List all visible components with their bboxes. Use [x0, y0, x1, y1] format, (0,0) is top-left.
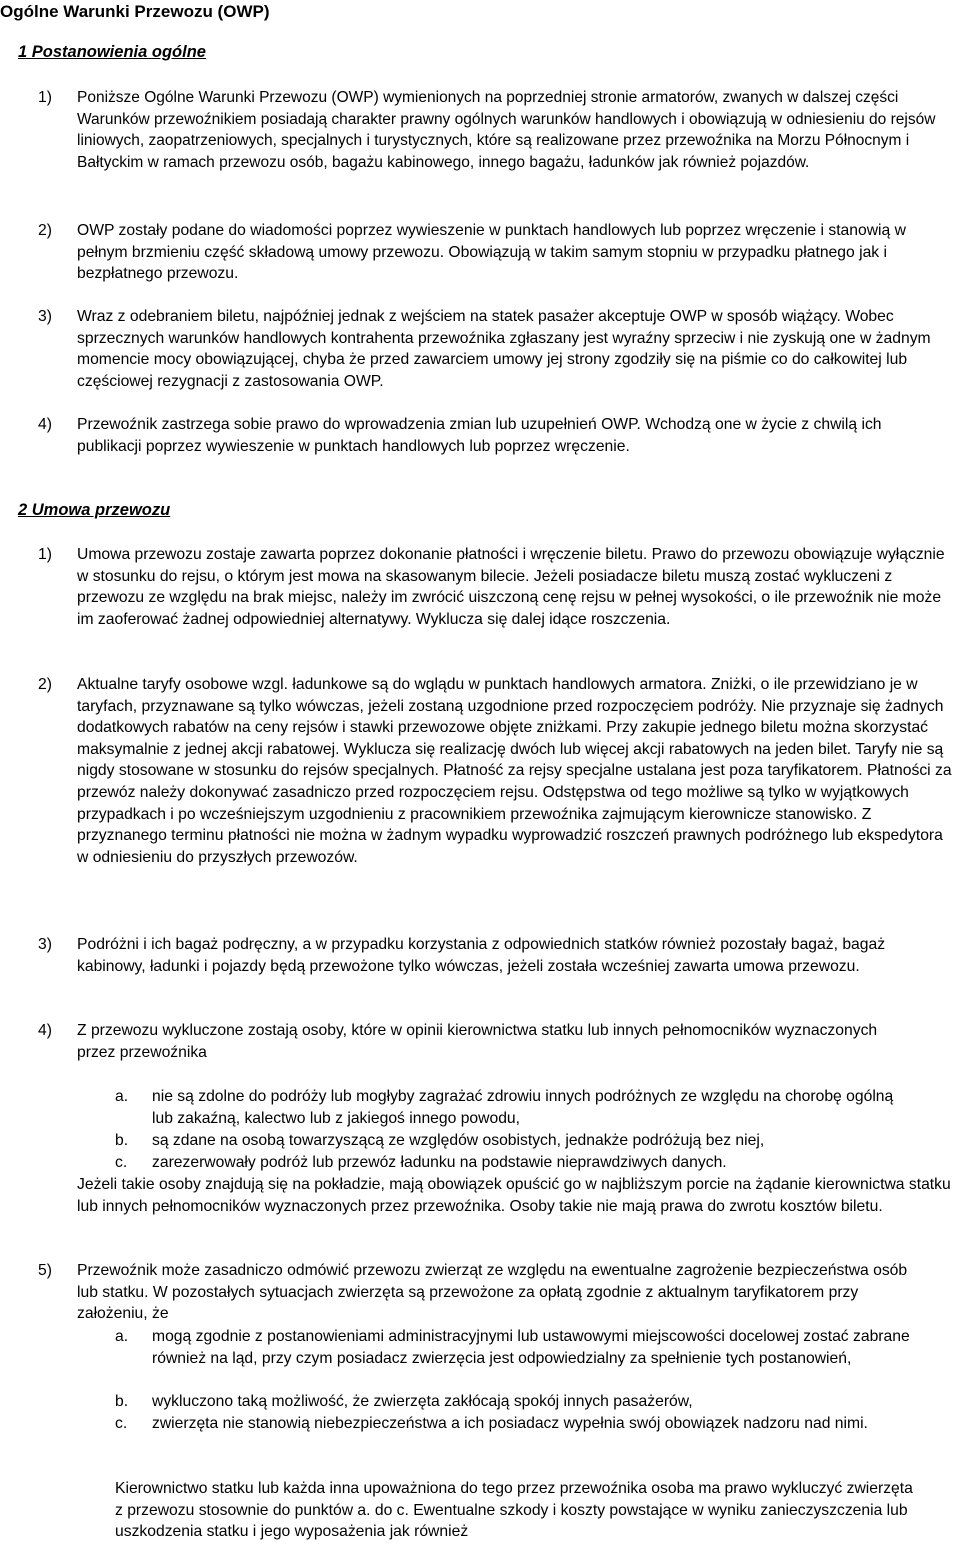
item-number: 3) — [38, 936, 52, 953]
section-heading-2 — [18, 500, 170, 522]
item-number: 5) — [38, 1262, 52, 1279]
sub-item-text: zarezerwowały podróż lub przewóz ładunku na podstawie nieprawdziwych danych. — [152, 1154, 727, 1171]
item-number: 1) — [38, 89, 52, 106]
item-text: Przewoźnik zastrzega sobie prawo do wprowadzenia zmian lub uzupełnień OWP. Wchodzą one w życie z chwilą ich publikacji poprzez wywieszenie w punktach handlowych lub poprzez wręczenie. — [77, 416, 882, 455]
sub-item-letter: a. — [115, 1328, 129, 1345]
section-heading-1 — [18, 42, 206, 64]
item-number: 4) — [38, 1022, 52, 1039]
item-continuation: Kierownictwo statku lub każda inna upoważniona do tego przez przewoźnika osoba ma prawo wykluczyć zwierzęta z przewozu stosownie do punktów a. do c. Ewentualne szkody i koszty powstające w wyniku zanieczyszczenia lub uszkodzenia statku i jego wyposażenia jak również — [115, 1480, 913, 1541]
item-text: Poniższe Ogólne Warunki Przewozu (OWP) wymienionych na poprzedniej stronie armatorów, zwanych w dalszej części Warunków przewoźnikiem posiadają charakter prawny ogólnych warunków handlowych i obowiązują w odniesieniu do rejsów liniowych, zaopatrzeniowych, specjalnych i turystycznych, które są realizowane przez przewoźnika na Morzu Północnym i Bałtyckim w ramach przewozu osób, bagażu kabinowego, innego bagażu, ładunków jak również pojazdów. — [77, 89, 936, 171]
item-text: Przewoźnik może zasadniczo odmówić przewozu zwierząt ze względu na ewentualne zagrożenie bezpieczeństwa osób lub statku. W pozostałych sytuacjach zwierzęta są przewożone za opłatą zgodnie z aktualnym taryfikatorem przy założeniu, że — [77, 1262, 908, 1323]
sub-item-letter: c. — [115, 1154, 128, 1171]
item-number: 3) — [38, 308, 52, 325]
item-number: 2) — [38, 676, 52, 693]
item-number: 4) — [38, 416, 52, 433]
sub-item-text: są zdane na osobą towarzyszącą ze względów osobistych, jednakże podróżują bez niej, — [152, 1132, 765, 1149]
item-text: Z przewozu wykluczone zostają osoby, które w opinii kierownictwa statku lub innych pełnomocników wyznaczonych przez przewoźnika — [77, 1022, 878, 1061]
item-text: Wraz z odebraniem biletu, najpóźniej jednak z wejściem na statek pasażer akceptuje OWP w sposób wiążący. Wobec sprzecznych warunków handlowych kontrahenta przewoźnika zgłaszany jest wyraźny sprzeciw i nie zyskują one w żadnym momencie mocy obowiązującej, chyba że przed zawarciem umowy jej strony zgodziły się na piśmie co do całkowitej lub częściowej rezygnacji z zastosowania OWP. — [77, 308, 931, 390]
item-number: 1) — [38, 546, 52, 563]
section-heading-text: 2 Umowa przewozu — [18, 501, 171, 519]
sub-item-letter: c. — [115, 1415, 128, 1432]
item-continuation: Jeżeli takie osoby znajdują się na pokładzie, mają obowiązek opuścić go w najbliższym porcie na żądanie kierownictwa statku lub innych pełnomocników wyznaczonych przez przewoźnika. Osoby takie nie mają prawa do zwrotu kosztów biletu. — [77, 1176, 951, 1215]
item-text: Aktualne taryfy osobowe wzgl. ładunkowe są do wglądu w punktach handlowych armatora. Zniżki, o ile przewidziano je w taryfach, przyznawane są tylko wówczas, jeżeli zostaną uzgodnione przed rozpoczęciem podróży. Nie przyznaje się żadnych dodatkowych rabatów na ceny rejsów i stawki przewozowe objęte zniżkami. Przy zakupie jednego biletu można skorzystać maksymalnie z jednej akcji rabatowej. Wyklucza się realizację dwóch lub więcej akcji rabatowych na jeden bilet. Taryfy nie są nigdy stosowane w stosunku do rejsów specjalnych. Płatność za rejsy specjalne ustalana jest poza taryfikatorem. Płatności za przewóz należy dokonywać zasadniczo przed rozpoczęciem rejsu. Odstępstwa od tego możliwe są tylko w wyjątkowych przypadkach i po wcześniejszym uzgodnieniu z pracownikiem przewoźnika zajmującym kierownicze stanowisko. Z przyznanego terminu płatności nie można w żadnym wypadku wyprowadzić roszczeń prawnych podróżnego lub ekspedytora w odniesieniu do przyszłych przewozów. — [77, 676, 952, 866]
sub-item-letter: a. — [115, 1088, 129, 1105]
item-text: Podróżni i ich bagaż podręczny, a w przypadku korzystania z odpowiednich statków również pozostały bagaż, bagaż kabinowy, ładunki i pojazdy będą przewożone tylko wówczas, jeżeli została wcześniej zawarta umowa przewozu. — [77, 936, 886, 975]
sub-item-text: zwierzęta nie stanowią niebezpieczeństwa a ich posiadacz wypełnia swój obowiązek nadzoru nad nimi. — [152, 1415, 868, 1432]
section-heading-text: 1 Postanowienia ogólne — [18, 43, 206, 61]
item-text: Umowa przewozu zostaje zawarta poprzez dokonanie płatności i wręczenie biletu. Prawo do przewozu obowiązuje wyłącznie w stosunku do rejsu, o którym jest mowa na skasowanym bilecie. Jeżeli posiadacze biletu muszą zostać wykluczeni z przewozu ze względu na brak miejsc, należy im zwrócić uiszczoną cenę rejsu w pełnej wysokości, o ile przewoźnik nie może im zaoferować żadnej odpowiedniej alternatywy. Wyklucza się dalej idące roszczenia. — [77, 546, 945, 628]
sub-item-text: nie są zdolne do podróży lub mogłyby zagrażać zdrowiu innych podróżnych ze względu na chorobę ogólną lub zakaźną, kalectwo lub z jakiegoś innego powodu, — [152, 1088, 894, 1127]
sub-item-text: mogą zgodnie z postanowieniami administracyjnymi lub ustawowymi miejscowości docelowej zostać zabrane również na ląd, przy czym posiadacz zwierzęcia jest odpowiedzialny za spełnienie tych postanowień, — [152, 1328, 910, 1367]
item-text: OWP zostały podane do wiadomości poprzez wywieszenie w punktach handlowych lub poprzez wręczenie i stanowią w pełnym brzmieniu część składową umowy przewozu. Obowiązują w takim samym stopniu w przypadku płatnego jak i bezpłatnego przewozu. — [77, 222, 906, 283]
document-title: Ogólne Warunki Przewozu (OWP) — [0, 2, 270, 21]
sub-item-text: wykluczono taką możliwość, że zwierzęta zakłócają spokój innych pasażerów, — [152, 1393, 693, 1410]
sub-item-letter: b. — [115, 1132, 129, 1149]
item-number: 2) — [38, 222, 52, 239]
sub-item-letter: b. — [115, 1393, 129, 1410]
